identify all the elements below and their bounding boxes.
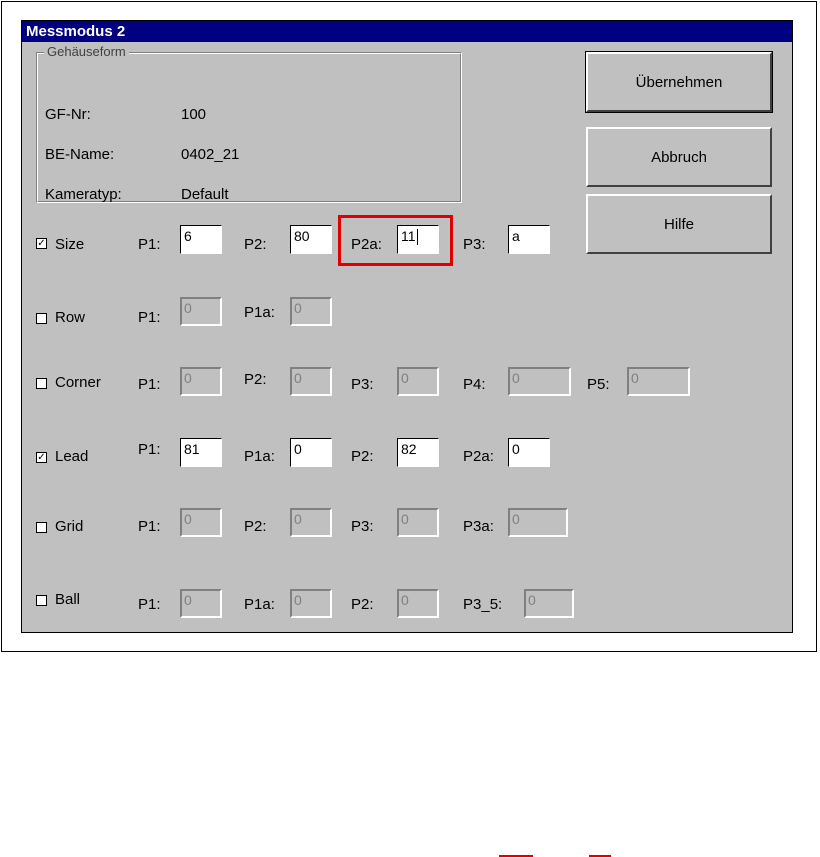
dialog-window <box>21 20 793 633</box>
lead-label: Lead <box>55 448 89 465</box>
size-p2a-value: 11 <box>401 228 416 244</box>
grid-p3a-label: P3a: <box>463 518 494 535</box>
camera-type-label: Kameratyp: <box>45 186 122 203</box>
corner-label: Corner <box>55 374 101 391</box>
corner-p2-input[interactable]: 0 <box>290 367 332 396</box>
housing-groupbox <box>36 44 462 203</box>
size-p2a-label: P2a: <box>351 236 382 253</box>
ball-p3-5-input[interactable]: 0 <box>524 589 574 618</box>
ball-p1-label: P1: <box>138 596 161 613</box>
size-p3-label: P3: <box>463 236 486 253</box>
help-button[interactable]: Hilfe <box>586 194 772 254</box>
row-p1a-label: P1a: <box>244 304 275 321</box>
grid-p3-label: P3: <box>351 518 374 535</box>
lead-p2-label: P2: <box>351 448 374 465</box>
lead-p2a-label: P2a: <box>463 448 494 465</box>
grid-p1-label: P1: <box>138 518 161 535</box>
window-title: Messmodus 2 <box>22 21 792 42</box>
be-name-label: BE-Name: <box>45 146 115 163</box>
row-checkbox[interactable] <box>36 313 47 324</box>
ball-p2-input[interactable]: 0 <box>397 589 439 618</box>
size-p3-input[interactable]: a <box>508 225 550 254</box>
size-p2-label: P2: <box>244 236 267 253</box>
row-label: Row <box>55 309 86 326</box>
lead-p1a-label: P1a: <box>244 448 275 465</box>
row-p1-input[interactable]: 0 <box>180 297 222 326</box>
grid-p1-input[interactable]: 0 <box>180 508 222 537</box>
cancel-button[interactable]: Abbruch <box>586 127 772 187</box>
corner-p1-input[interactable]: 0 <box>180 367 222 396</box>
size-p2-input[interactable]: 80 <box>290 225 332 254</box>
ball-p1a-input[interactable]: 0 <box>290 589 332 618</box>
corner-p1-label: P1: <box>138 376 161 393</box>
grid-p2-input[interactable]: 0 <box>290 508 332 537</box>
grid-checkbox[interactable] <box>36 522 47 533</box>
size-p1-input[interactable]: 6 <box>180 225 222 254</box>
lead-p1-input[interactable]: 81 <box>180 438 222 467</box>
grid-p3-input[interactable]: 0 <box>397 508 439 537</box>
ball-checkbox[interactable] <box>36 595 47 606</box>
size-checkbox[interactable]: ✓ <box>37 238 46 249</box>
corner-p3-label: P3: <box>351 376 374 393</box>
corner-p3-input[interactable]: 0 <box>397 367 439 396</box>
corner-p5-input[interactable]: 0 <box>627 367 690 396</box>
lead-p1a-input[interactable]: 0 <box>290 438 332 467</box>
corner-p4-input[interactable]: 0 <box>508 367 571 396</box>
lead-checkbox[interactable]: ✓ <box>37 452 46 463</box>
grid-p2-label: P2: <box>244 518 267 535</box>
ball-label: Ball <box>55 591 81 608</box>
row-p1a-input[interactable]: 0 <box>290 297 332 326</box>
corner-p5-label: P5: <box>587 376 610 393</box>
corner-p4-label: P4: <box>463 376 486 393</box>
size-label: Size <box>55 236 85 253</box>
row-p1-label: P1: <box>138 309 161 326</box>
camera-type-value: Default <box>181 186 229 203</box>
be-name-value: 0402_21 <box>181 146 240 163</box>
gf-nr-label: GF-Nr: <box>45 106 91 123</box>
groupbox-legend: Gehäuseform <box>44 44 129 59</box>
gf-nr-value: 100 <box>181 106 207 123</box>
ball-p1a-label: P1a: <box>244 596 275 613</box>
lead-p2-input[interactable]: 82 <box>397 438 439 467</box>
lead-p1-label: P1: <box>138 441 161 458</box>
annotation-highlight-box <box>338 215 453 266</box>
size-p1-label: P1: <box>138 236 161 253</box>
ball-p2-label: P2: <box>351 596 374 613</box>
corner-p2-label: P2: <box>244 371 267 388</box>
ball-p3-5-label: P3_5: <box>463 596 503 613</box>
apply-button[interactable]: Übernehmen <box>586 52 772 112</box>
corner-checkbox[interactable] <box>36 378 47 389</box>
ball-p1-input[interactable]: 0 <box>180 589 222 618</box>
grid-label: Grid <box>55 518 84 535</box>
grid-p3a-input[interactable]: 0 <box>508 508 568 537</box>
lead-p2a-input[interactable]: 0 <box>508 438 550 467</box>
